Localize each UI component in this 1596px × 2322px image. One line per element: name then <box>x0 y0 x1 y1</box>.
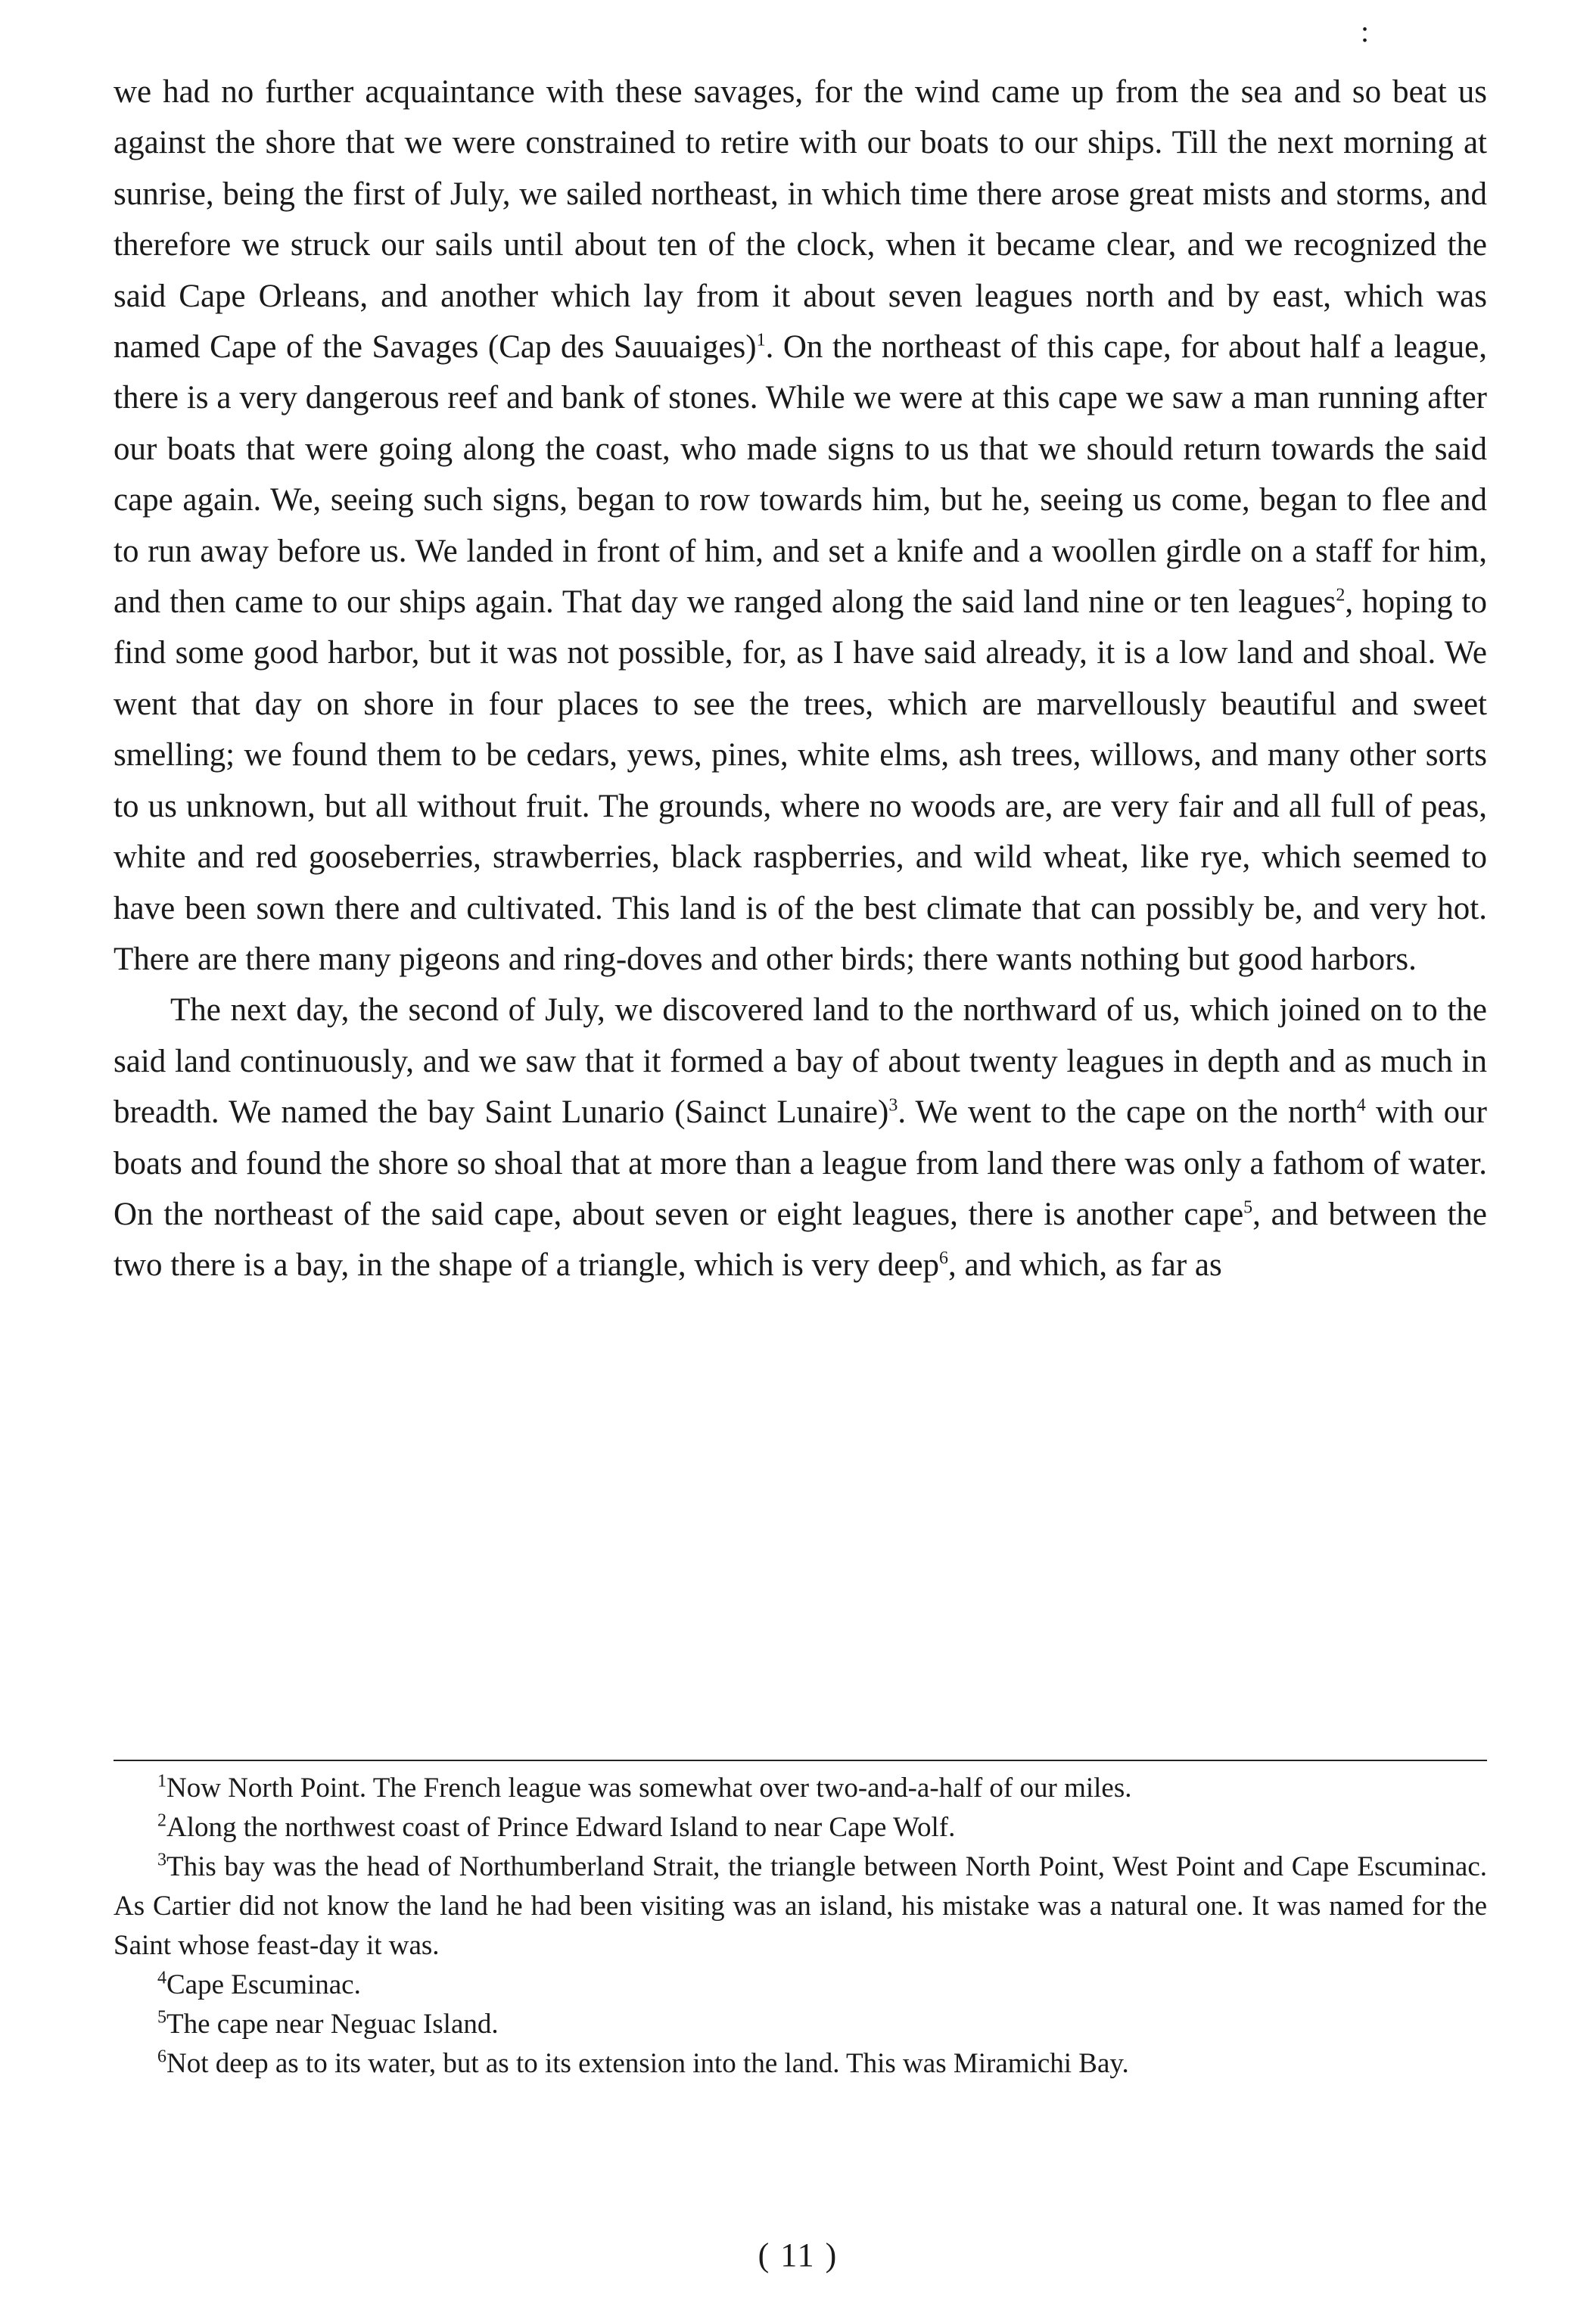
footnote <box>114 2044 1487 2084</box>
footnote-marker: 4 <box>157 1968 166 1988</box>
paragraph-1 <box>114 67 1487 985</box>
footnote-marker: 3 <box>157 1850 166 1870</box>
footnote-text: Now North Point. The French league was somewhat over two-and-a-half of our miles. <box>166 1773 1132 1804</box>
footnote-text: Along the northwest coast of Prince Edward Island to near Cape Wolf. <box>166 1812 956 1843</box>
footnote-marker: 5 <box>157 2007 166 2028</box>
paragraph-1-text-b: . On the northeast of this cape, for about half a league, there is a very dangerous reef and bank of stones. While we were at this cape we saw a man running after our boats that were going along the coast, who made signs to us that we should return towards the said cape again. We, seeing such signs, began to row towards him, but he, seeing us come, began to flee and to run away before us. We landed in front of him, and set a knife and a woollen girdle on a staff for him, and then came to our ships again. That day we ranged along the said land nine or ten leagues <box>114 329 1488 621</box>
footnote-text: This bay was the head of Northumberland Strait, the triangle between North Point, West Point and Cape Escuminac. As Cartier did not know the land he had been visiting was an island, his mistake was a natural one. It was named for the Saint whose feast-day it was. <box>114 1851 1487 1961</box>
footnotes <box>114 1769 1487 2084</box>
paragraph-2-text-e: , and which, as far as <box>947 1247 1222 1284</box>
footnote-marker: 2 <box>157 1810 166 1831</box>
page-body <box>114 67 1487 1291</box>
paragraph-2-text-a: The next day, the second of July, we discovered land to the northward of us, which joined on to the said land continuously, and we saw that it formed a bay of about twenty leagues in depth and as much in breadth. We named the bay Saint Lunario (Sainct Lunaire) <box>114 992 1487 1131</box>
footnote-marker: 6 <box>157 2047 166 2067</box>
footnote <box>114 2005 1487 2044</box>
footnote <box>114 1847 1487 1966</box>
footnote-text: Not deep as to its water, but as to its extension into the land. This was Miramichi Bay. <box>166 2048 1129 2079</box>
main-text <box>114 67 1487 1291</box>
paragraph-2-text-d: , and between the two there is a bay, in the shape of a triangle, which is very deep <box>114 1196 1487 1284</box>
footnote-ref-5: 5 <box>1243 1197 1253 1218</box>
footnote <box>114 1966 1487 2005</box>
footnote-marker: 1 <box>157 1771 166 1791</box>
footnote-divider <box>114 1760 1487 1761</box>
page-number: ( 11 ) <box>758 2236 838 2274</box>
paragraph-1-text-a: we had no further acquaintance with these savages, for the wind came up from the sea and so beat us against the shore that we were constrained to retire with our boats to our ships. Till the next morning at sunrise, being the first of July, we sailed northeast, in which time there arose great mists and storms, and therefore we struck our sails until about ten of the clock, when it became clear, and we recognized the said Cape Orleans, and another which lay from it about seven leagues north and by east, which was named Cape of the Savages (Cap des Sauuaiges) <box>114 74 1487 366</box>
paragraph-1-text-c: , hoping to find some good harbor, but it was not possible, for, as I have said already, it is a low land and shoal. We went that day on shore in four places to see the trees, which are marvellously beautiful and sweet smelling; we found them to be cedars, yews, pines, white elms, ash trees, willows, and many other sorts to us unknown, but all without fruit. The grounds, where no woods are, are very fair and all full of peas, white and red gooseberries, strawberries, black raspberries, and wild wheat, like rye, which seemed to have been sown there and cultivated. This land is of the best climate that can possibly be, and very hot. There are there many pigeons and ring-doves and other birds; there wants nothing but good harbors. <box>114 584 1487 977</box>
paragraph-2-text-b: . We went to the cape on the north <box>898 1094 1357 1131</box>
footnote-ref-2: 2 <box>1336 585 1346 605</box>
footnote-ref-4: 4 <box>1356 1095 1366 1116</box>
footnote-ref-3: 3 <box>888 1095 898 1116</box>
footnote <box>114 1769 1487 1808</box>
paragraph-2-text-c: with our boats and found the shore so shoal that at more than a league from land there was only a fathom of water. On the northeast of the said cape, about seven or eight leagues, there is another cape <box>114 1094 1487 1232</box>
footnote-text: Cape Escuminac. <box>166 1969 361 2000</box>
footnote-ref-1: 1 <box>756 330 766 350</box>
paragraph-2 <box>114 985 1487 1290</box>
footnote-ref-6: 6 <box>938 1249 948 1269</box>
footnote-text: The cape near Neguac Island. <box>166 2009 499 2040</box>
footnote <box>114 1808 1487 1847</box>
top-mark: : <box>1361 14 1370 48</box>
